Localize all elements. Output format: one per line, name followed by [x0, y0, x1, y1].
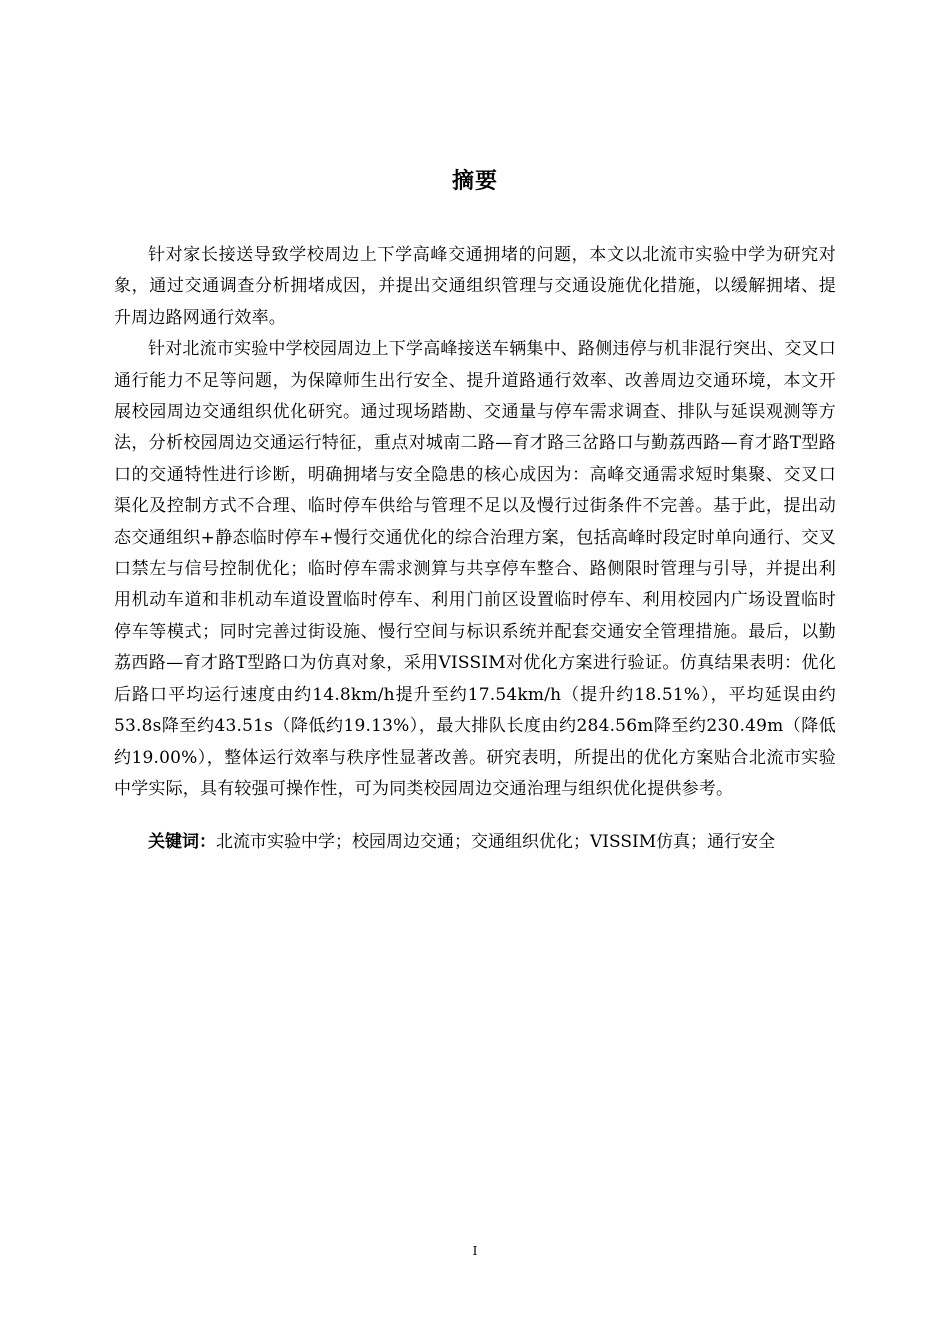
- keywords-text: 北流市实验中学；校园周边交通；交通组织优化；VISSIM仿真；通行安全: [216, 832, 776, 853]
- keywords-line: [114, 827, 836, 858]
- page-number: I: [472, 1244, 478, 1258]
- abstract-paragraph-2: 针对北流市实验中学校园周边上下学高峰接送车辆集中、路侧违停与机非混行突出、交叉口通行能力不足等问题，为保障师生出行安全、提升道路通行效率、改善周边交通环境，本文开展校园周边交通组织优化研究。通过现场踏勘、交通量与停车需求调查、排队与延误观测等方法，分析校园周边交通运行特征，重点对城南二路—育才路三岔路口与勤荔西路—育才路T型路口的交通特性进行诊断，明确拥堵与安全隐患的核心成因为：高峰交通需求短时集聚、交叉口渠化及控制方式不合理、临时停车供给与管理不足以及慢行过街条件不完善。基于此，提出动态交通组织+静态临时停车+慢行交通优化的综合治理方案，包括高峰时段定时单向通行、交叉口禁左与信号控制优化；临时停车需求测算与共享停车整合、路侧限时管理与引导，并提出利用机动车道和非机动车道设置临时停车、利用门前区设置临时停车、利用校园内广场设置临时停车等模式；同时完善过街设施、慢行空间与标识系统并配套交通安全管理措施。最后，以勤荔西路—育才路T型路口为仿真对象，采用VISSIM对优化方案进行验证。仿真结果表明：优化后路口平均运行速度由约14.8km/h提升至约17.54km/h（提升约18.51%），平均延误由约53.8s降至约43.51s（降低约19.13%），最大排队长度由约284.56m降至约230.49m（降低约19.00%），整体运行效率与秩序性显著改善。研究表明，所提出的优化方案贴合北流市实验中学实际，具有较强可操作性，可为同类校园周边交通治理与组织优化提供参考。: [114, 339, 836, 799]
- abstract-title: 摘要: [451, 169, 498, 194]
- abstract-paragraph-1: 针对家长接送导致学校周边上下学高峰交通拥堵的问题，本文以北流市实验中学为研究对象，通过交通调查分析拥堵成因，并提出交通组织管理与交通设施优化措施，以缓解拥堵、提升周边路网通行效率。: [114, 245, 836, 328]
- abstract-body: [114, 240, 836, 859]
- keywords-label: 关键词：: [148, 832, 216, 853]
